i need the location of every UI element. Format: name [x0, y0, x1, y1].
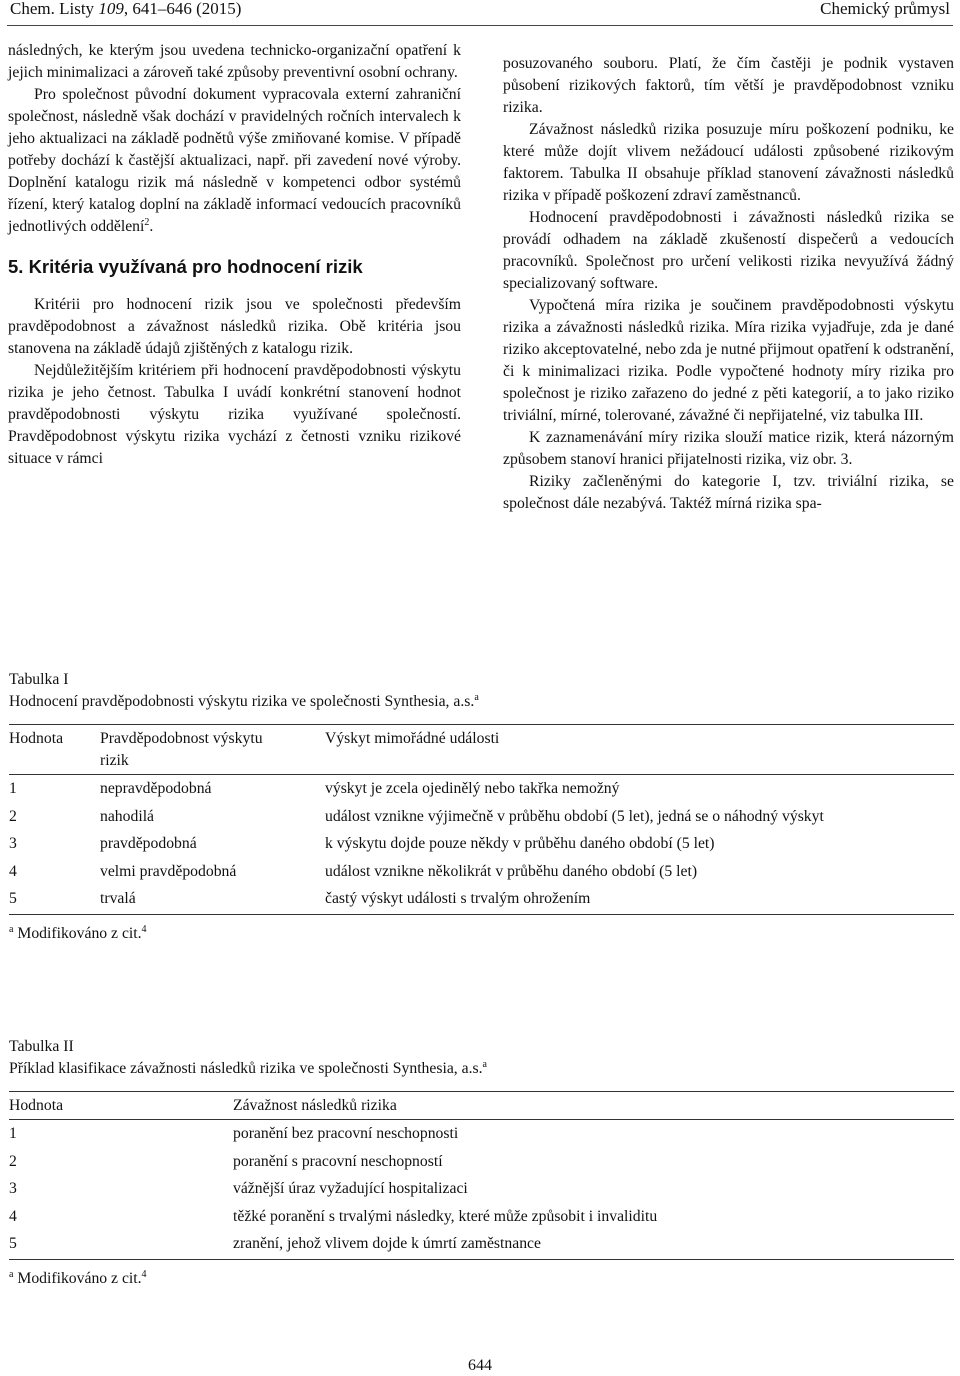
table-label: Tabulka I: [9, 671, 69, 688]
table-cell: vážnější úraz vyžadující hospitalizaci: [233, 1180, 468, 1197]
table-header-row: [9, 1095, 954, 1117]
journal-pages: , 641–646 (2015): [123, 0, 242, 18]
table-top-rule: [9, 1091, 954, 1092]
table-cell: velmi pravděpodobná: [100, 863, 237, 880]
table-cell: zranění, jehož vlivem dojde k úmrtí zaměstnance: [233, 1235, 541, 1252]
running-header: [10, 0, 950, 24]
table-cell: pravděpodobná: [100, 835, 197, 852]
table-row: [9, 861, 954, 888]
header-divider: [7, 25, 953, 26]
paragraph: [8, 84, 461, 238]
paragraph: Riziky začleněnými do kategorie I, tzv. triviální rizika, se společnost dále nezabývá. Taktéž mírná rizika spa-: [503, 473, 954, 512]
column-header: Hodnota: [9, 730, 64, 747]
column-header: Pravděpodobnost výskytu rizik: [100, 730, 263, 769]
table-cell: těžké poranění s trvalými následky, které může způsobit i invaliditu: [233, 1208, 658, 1225]
column-header: Hodnota: [9, 1097, 64, 1114]
table-cell: 1: [9, 780, 17, 797]
journal-section: Chemický průmysl: [820, 0, 950, 18]
table-cell: k výskytu dojde pouze někdy v průběhu daného období (5 let): [325, 835, 715, 852]
caption-footnote-mark: a: [474, 692, 479, 703]
severity-table: [9, 1095, 954, 1117]
table-label: Tabulka II: [9, 1038, 74, 1055]
table-row: [9, 806, 954, 833]
table-footnote: [9, 923, 954, 945]
table-header-row: [9, 728, 954, 772]
table-cell: trvalá: [100, 890, 136, 907]
column-header: Výskyt mimořádné události: [325, 730, 500, 747]
table-caption-text: Příklad klasifikace závažnosti následků rizika ve společnosti Synthesia, a.s.: [9, 1060, 483, 1077]
table-caption: [9, 1058, 954, 1080]
probability-table-body: [9, 778, 954, 914]
severity-table-body: [9, 1123, 954, 1259]
table-cell: poranění s pracovní neschopností: [233, 1153, 443, 1170]
table-cell: událost vznikne několikrát v průběhu daného období (5 let): [325, 863, 698, 880]
table-cell: 3: [9, 1180, 17, 1197]
paragraph: Hodnocení pravděpodobnosti i závažnosti následků rizika se provádí odhadem na základě zkušeností dispečerů a vedoucích pracovníků. Společnost pro určení velikosti rizika nevyužívá žádný specializovaný software.: [503, 209, 954, 292]
right-column: [503, 53, 954, 515]
page-number: 644: [468, 1357, 492, 1374]
table-2: [9, 1036, 954, 1290]
table-cell: nahodilá: [100, 808, 155, 825]
paragraph: Vypočtená míra rizika je součinem pravděpodobnosti výskytu rizika a závažnosti následků rizika. Míra rizika vyjadřuje, zda je dané riziko akceptovatelné, nebo zda je nutné přijmout opatření k odstranění, či k minimalizaci rizika. Podle vypočtené hodnoty míry rizika pro společnost je riziko zařazeno do jedné z pěti kategorií, a to jako riziko triviální, mírné, tolerované, závažné či nepřijatelné, viz tabulka III.: [503, 297, 954, 424]
table-caption: [9, 691, 954, 713]
table-row: [9, 1206, 954, 1233]
table-footnote: [9, 1268, 954, 1290]
footnote-text: Modifikováno z cit.: [17, 925, 142, 942]
footnote-ref: 4: [141, 1269, 147, 1280]
footnote-text: Modifikováno z cit.: [17, 1270, 142, 1287]
journal-citation: [10, 0, 241, 18]
footnote-mark: a: [9, 1269, 14, 1280]
journal-volume: 109: [98, 0, 124, 18]
table-cell: 4: [9, 863, 17, 880]
probability-table: [9, 728, 954, 772]
table-cell: 3: [9, 835, 17, 852]
table-cell: výskyt je zcela ojedinělý nebo takřka nemožný: [325, 780, 620, 797]
table-cell: 2: [9, 1153, 17, 1170]
footnote-ref: 4: [141, 924, 147, 935]
table-caption-text: Hodnocení pravděpodobnosti výskytu rizika ve společnosti Synthesia, a.s.: [9, 693, 475, 710]
table-row: [9, 888, 954, 914]
table-bottom-rule: [9, 1259, 954, 1260]
paragraph-end: .: [149, 218, 154, 235]
table-cell: 5: [9, 1235, 17, 1252]
table-row: [9, 1233, 954, 1259]
table-row: [9, 1178, 954, 1206]
paragraph: posuzovaného souboru. Platí, že čím častěji je podnik vystaven působení rizikových faktorů, tím větší je pravděpodobnost vzniku rizika.: [503, 55, 954, 116]
table-top-rule: [9, 724, 954, 725]
caption-footnote-mark: a: [482, 1059, 487, 1070]
table-bottom-rule: [9, 914, 954, 915]
table-cell: 5: [9, 890, 17, 907]
table-cell: častý výskyt události s trvalým ohrožením: [325, 890, 591, 907]
citation-ref: 2: [144, 217, 150, 228]
table-row: [9, 833, 954, 861]
table-row: [9, 1123, 954, 1151]
table-cell: událost vznikne výjimečně v průběhu období (5 let), jedná se o náhodný výskyt: [325, 808, 824, 825]
paragraph: Závažnost následků rizika posuzuje míru poškození podniku, ke které může dojít vlivem nežádoucí události způsobené rizikovým faktorem. Tabulka II obsahuje příklad stanovení závažnosti následků rizika v případě poškození zdraví zaměstnanců.: [503, 121, 954, 204]
table-row: [9, 1151, 954, 1178]
column-header: Závažnost následků rizika: [233, 1097, 397, 1114]
footnote-mark: a: [9, 924, 14, 935]
left-column: [8, 40, 461, 470]
table-cell: 2: [9, 808, 17, 825]
section-heading: 5. Kritéria využívaná pro hodnocení rizik: [8, 256, 363, 277]
paragraph-text: Pro společnost původní dokument vypracovala externí zahraniční společnost, následně však dochází v pravidelných ročních intervalech k jeho aktualizaci na základě podnětů výše zmiňované komise. V případě potřeby dochází k častější aktualizaci, např. při zavedení nové výroby. Doplnění katalogu rizik má následně v kompetenci odbor systémů řízení, který katalog doplní na základě informací vedoucích pracovníků jednotlivých oddělení: [8, 86, 461, 235]
journal-name: Chem. Listy: [10, 0, 95, 18]
table-row: [9, 778, 954, 806]
table-cell: poranění bez pracovní neschopnosti: [233, 1125, 459, 1142]
table-header-rule: [9, 774, 954, 775]
table-cell: 4: [9, 1208, 17, 1225]
paragraph: Nejdůležitějším kritériem při hodnocení pravděpodobnosti výskytu rizika je jeho četnost. Tabulka I uvádí konkrétní stanovení hodnot pravděpodobnosti výskytu rizika využívané společností. Pravděpodobnost výskytu rizika vychází z četnosti vzniku rizikové situace v rámci: [8, 362, 461, 467]
paragraph: Kritérii pro hodnocení rizik jsou ve společnosti především pravděpodobnost a závažnost následků rizika. Obě kritéria jsou stanovena na základě údajů zjištěných z katalogu rizik.: [8, 296, 461, 357]
table-header-rule: [9, 1119, 954, 1120]
paragraph: K zaznamenávání míry rizika slouží matice rizik, která názorným způsobem stanoví hranici přijatelnosti rizika, viz obr. 3.: [503, 429, 954, 468]
table-1: [9, 669, 954, 945]
table-cell: nepravděpodobná: [100, 780, 212, 797]
paragraph: následných, ke kterým jsou uvedena technicko-organizační opatření k jejich minimalizaci a zároveň také způsoby preventivní osobní ochrany.: [8, 42, 461, 81]
table-cell: 1: [9, 1125, 17, 1142]
